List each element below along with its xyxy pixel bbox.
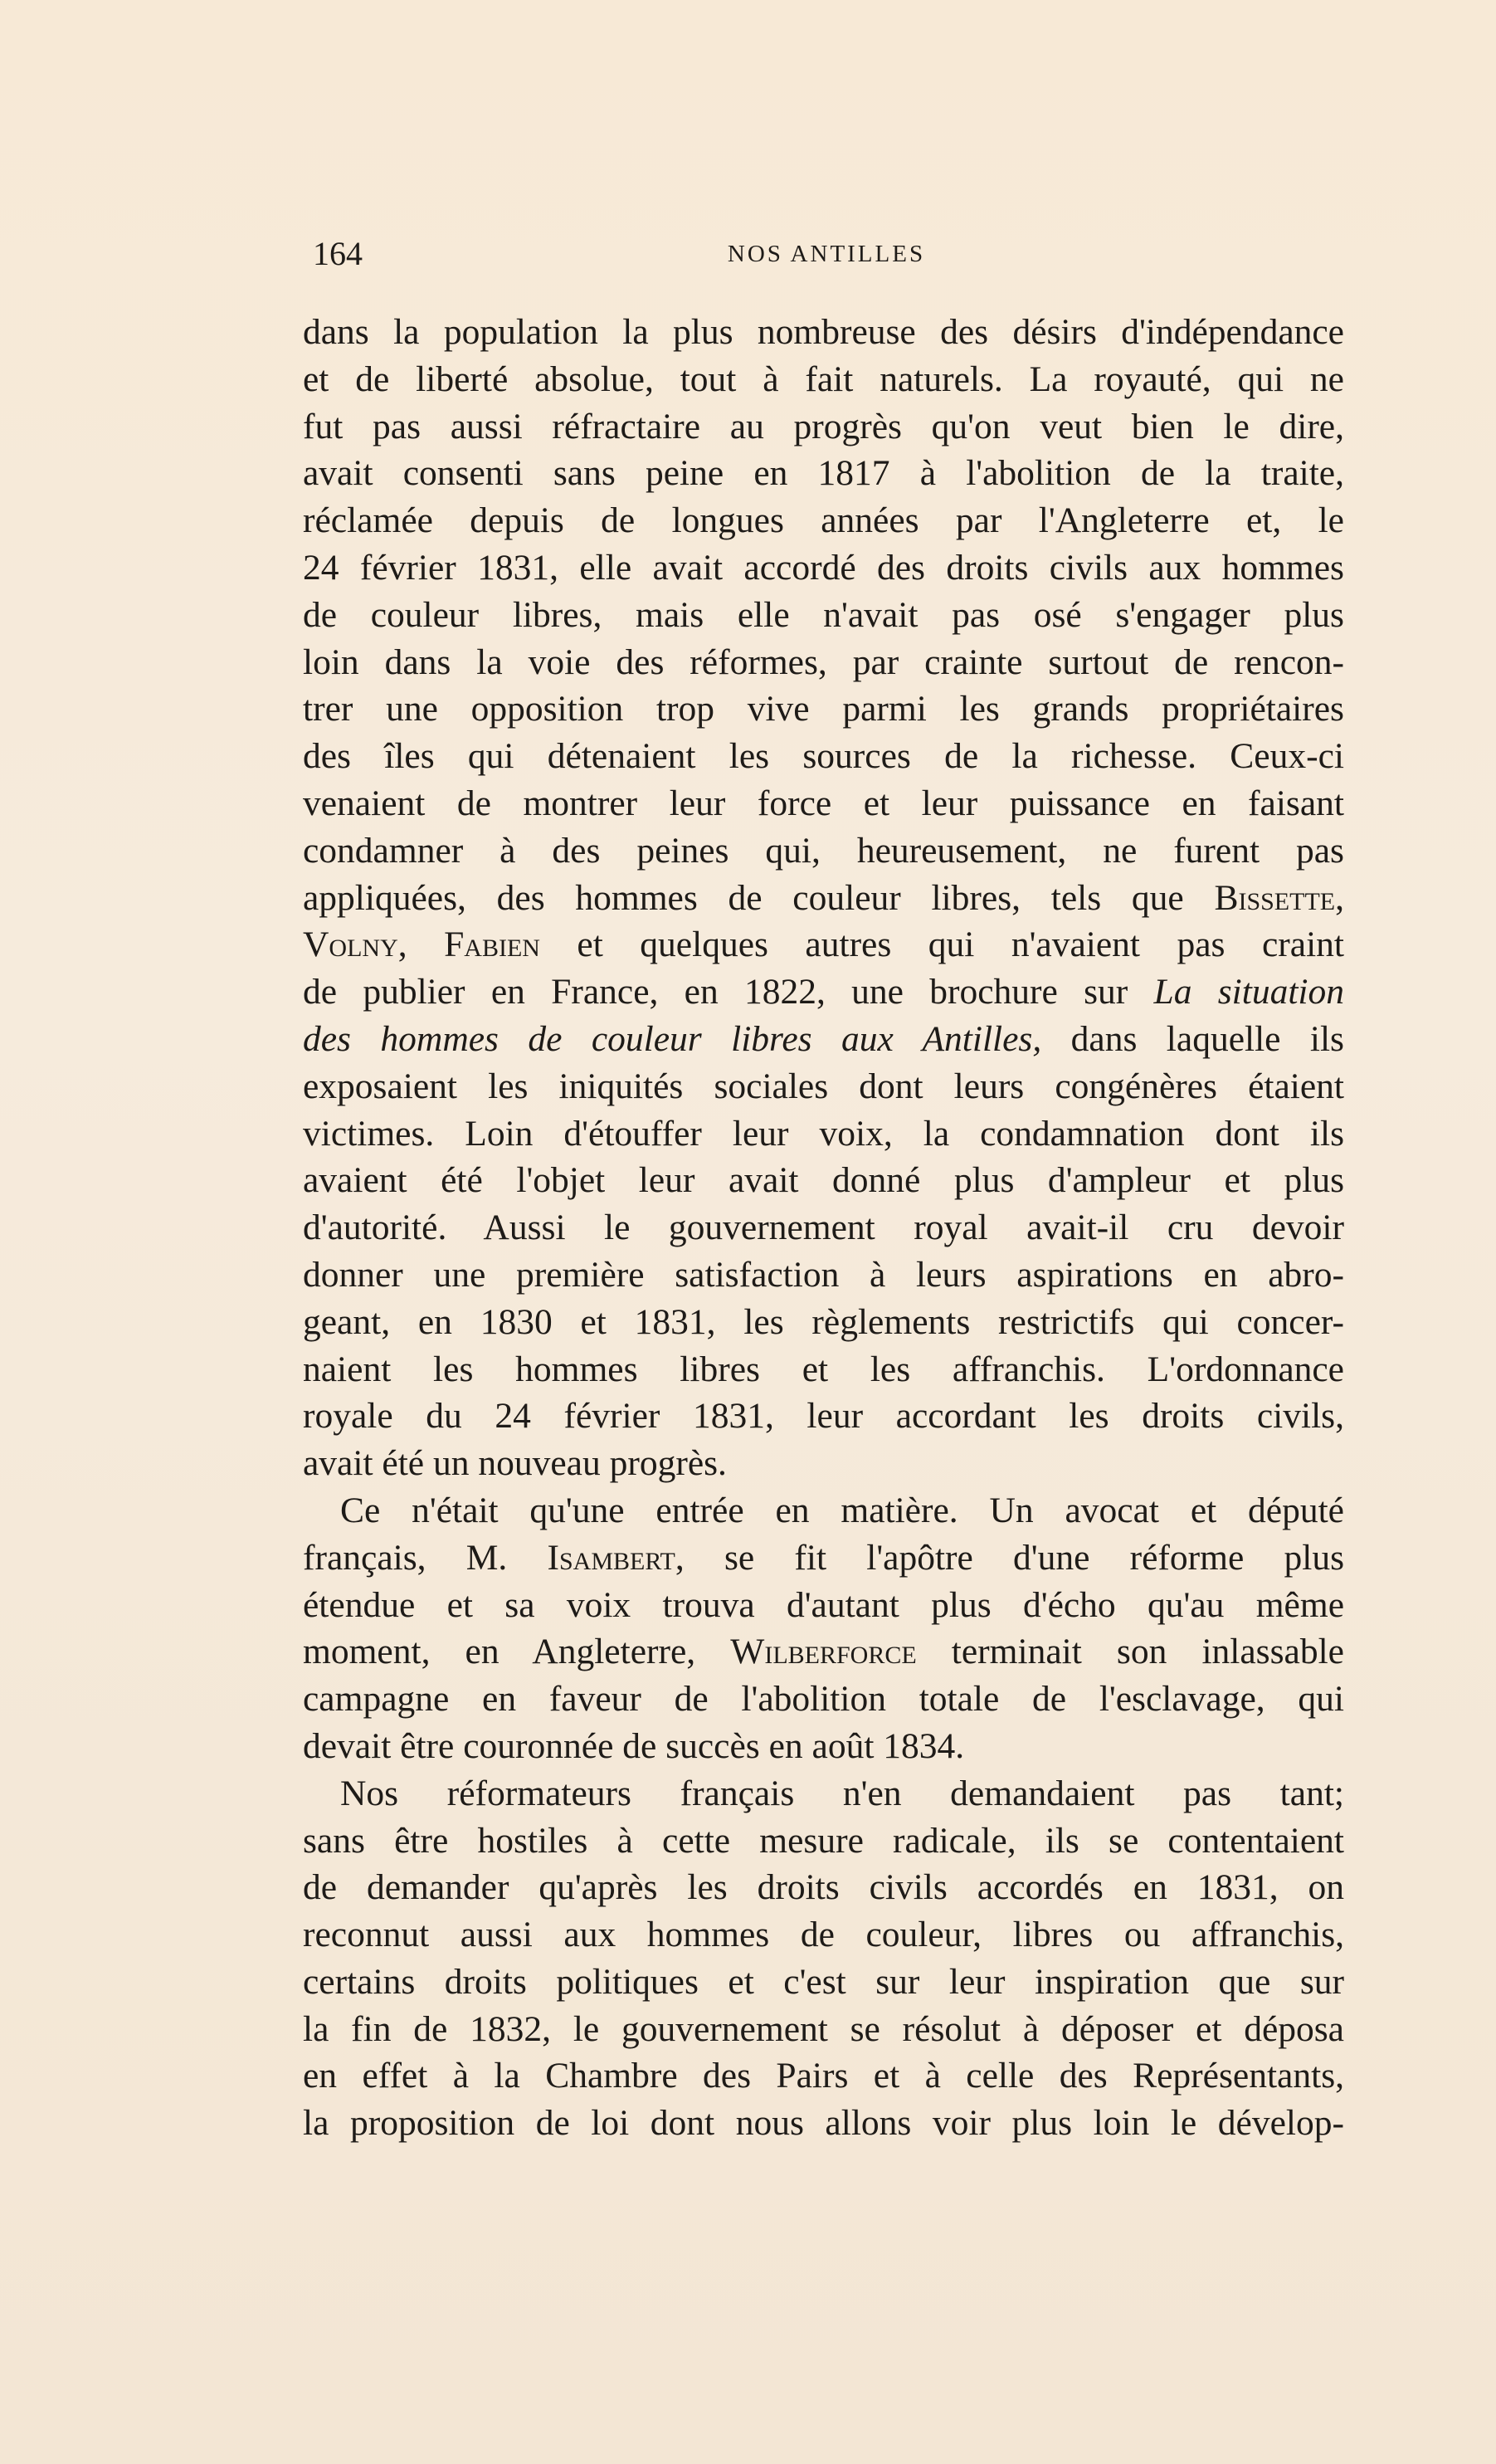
body-text — [303, 309, 1344, 2147]
text-line: avait consenti sans peine en 1817 à l'abolition de la traite, — [303, 453, 1344, 494]
text-line: appliquées, des hommes de couleur libres, tels que Bissette, — [303, 877, 1344, 918]
text-line: avaient été l'objet leur avait donné plus d'ampleur et plus — [303, 1160, 1344, 1201]
text-line: trer une opposition trop vive parmi les grands propriétaires — [303, 689, 1344, 729]
text-line: geant, en 1830 et 1831, les règlements restrictifs qui concer- — [303, 1301, 1344, 1342]
running-title: NOS ANTILLES — [727, 241, 926, 267]
text-line: fut pas aussi réfractaire au progrès qu'on veut bien le dire, — [303, 406, 1344, 446]
text-line: réclamée depuis de longues années par l'Angleterre et, le — [303, 500, 1344, 541]
text-line: royale du 24 février 1831, leur accordant les droits civils, — [303, 1396, 1344, 1437]
text-line: Ce n'était qu'une entrée en matière. Un avocat et député — [340, 1490, 1344, 1530]
text-line: donner une première satisfaction à leurs aspirations en abro- — [303, 1254, 1344, 1295]
text-line: et de liberté absolue, tout à fait naturels. La royauté, qui ne — [303, 359, 1344, 399]
text-line: loin dans la voie des réformes, par crainte surtout de rencon- — [303, 642, 1344, 682]
name-bissette: Bissette, — [1214, 877, 1344, 918]
name-volny-fabien: Volny, Fabien — [303, 925, 540, 965]
name-wilberforce: Wilberforce — [730, 1632, 917, 1672]
text-line: de demander qu'après les droits civils accordés en 1831, on — [303, 1867, 1344, 1908]
text-line: en effet à la Chambre des Pairs et à celle des Représentants, — [303, 2056, 1344, 2096]
book-title: La situation — [1153, 972, 1345, 1012]
text-line: Volny, Fabien et quelques autres qui n'avaient pas craint — [303, 925, 1344, 965]
text-line: victimes. Loin d'étouffer leur voix, la condamnation dont ils — [303, 1113, 1344, 1154]
text-line: de publier en France, en 1822, une brochure sur La situation — [303, 972, 1345, 1012]
text-line: exposaient les iniquités sociales dont leurs congénères étaient — [303, 1066, 1344, 1106]
text-line: avait été un nouveau progrès. — [303, 1443, 727, 1484]
text-line: certains droits politiques et c'est sur leur inspiration que sur — [303, 1961, 1344, 2002]
text-line: campagne en faveur de l'abolition totale de l'esclavage, qui — [303, 1679, 1344, 1720]
page-header — [313, 229, 1340, 279]
text-line: naient les hommes libres et les affranchis. L'ordonnance — [303, 1349, 1344, 1389]
text-line: reconnut aussi aux hommes de couleur, libres ou affranchis, — [303, 1915, 1344, 1955]
text-line: Nos réformateurs français n'en demandaient pas tant; — [340, 1773, 1344, 1813]
book-title-cont: des hommes de couleur libres aux Antilles, — [303, 1018, 1042, 1059]
text-line: moment, en Angleterre, Wilberforce terminait son inlassable — [303, 1632, 1344, 1672]
text-line: dans la population la plus nombreuse des désirs d'indépendance — [303, 312, 1344, 352]
text-line: de couleur libres, mais elle n'avait pas osé s'engager plus — [303, 594, 1344, 635]
text-line: des hommes de couleur libres aux Antilles, dans laquelle ils — [303, 1018, 1344, 1059]
text-line: la fin de 1832, le gouvernement se résolut à déposer et déposa — [303, 2008, 1344, 2049]
text-line: 24 février 1831, elle avait accordé des droits civils aux hommes — [303, 547, 1344, 588]
name-isambert: Isambert, — [547, 1537, 685, 1578]
text-line: français, M. Isambert, se fit l'apôtre d'une réforme plus — [303, 1537, 1344, 1578]
text-line: étendue et sa voix trouva d'autant plus d'écho qu'au même — [303, 1584, 1344, 1625]
page-number: 164 — [313, 235, 363, 272]
text-line: d'autorité. Aussi le gouvernement royal avait-il cru devoir — [303, 1208, 1344, 1248]
text-line: condamner à des peines qui, heureusement, ne furent pas — [303, 830, 1344, 871]
text-line: venaient de montrer leur force et leur puissance en faisant — [303, 783, 1344, 823]
text-line: sans être hostiles à cette mesure radicale, ils se contentaient — [303, 1820, 1344, 1861]
text-line: la proposition de loi dont nous allons voir plus loin le dévelop- — [303, 2103, 1344, 2144]
text-line: devait être couronnée de succès en août 1834. — [303, 1725, 965, 1766]
text-line: des îles qui détenaient les sources de la richesse. Ceux-ci — [303, 736, 1344, 777]
